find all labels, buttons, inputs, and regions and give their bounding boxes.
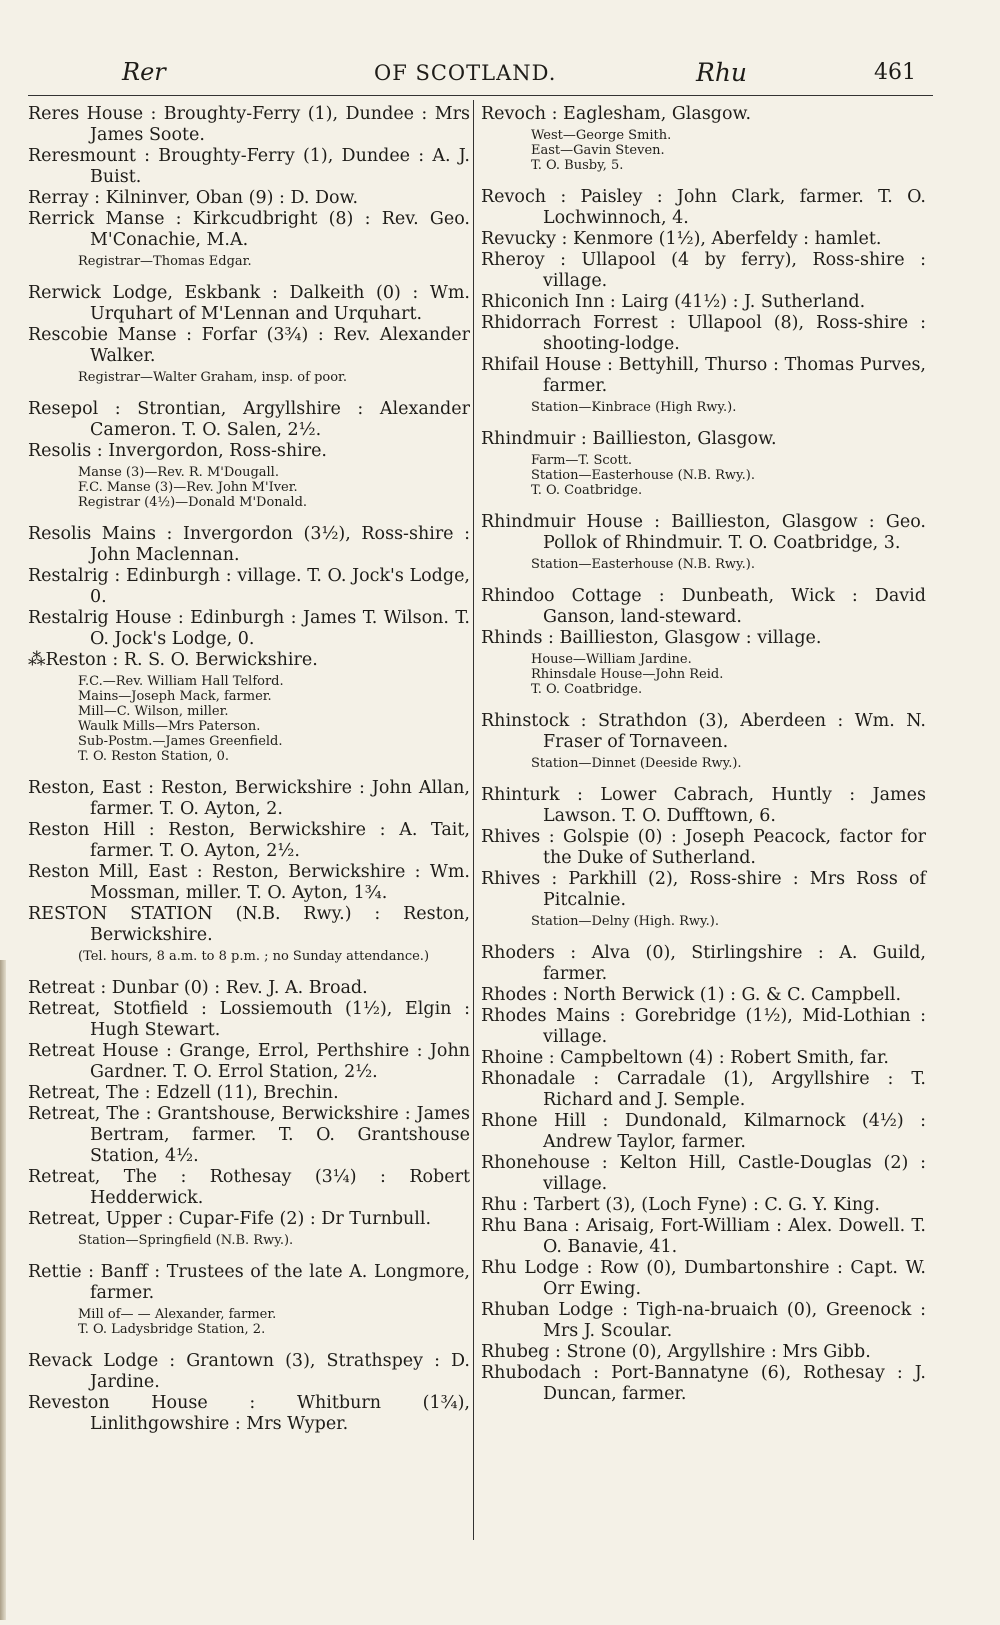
entry-details bbox=[28, 1233, 470, 1248]
directory-entry: Retreat, The : Edzell (11), Brechin. bbox=[28, 1083, 339, 1103]
directory-entry: Revoch : Paisley : John Clark, farmer. T. O. Lochwinnoch, 4. bbox=[481, 187, 926, 228]
entry-details bbox=[481, 756, 926, 771]
directory-entry: Reston, East : Reston, Berwickshire : John Allan, farmer. T. O. Ayton, 2. bbox=[28, 778, 470, 819]
directory-entry: Rhifail House : Bettyhill, Thurso : Thomas Purves, farmer. bbox=[481, 355, 926, 396]
directory-entry: Rhodes : North Berwick (1) : G. & C. Campbell. bbox=[481, 985, 902, 1005]
section-gap bbox=[28, 764, 470, 778]
right-column bbox=[481, 104, 926, 1405]
directory-entry: Rhonadale : Carradale (1), Argyllshire : T. Richard and J. Semple. bbox=[481, 1069, 926, 1110]
directory-entry: Restalrig : Edinburgh : village. T. O. Jock's Lodge, 0. bbox=[28, 566, 470, 607]
directory-entry: Rhoders : Alva (0), Stirlingshire : A. Guild, farmer. bbox=[481, 943, 926, 984]
entry-detail-line: Station—Delny (High. Rwy.). bbox=[531, 914, 719, 929]
left-column bbox=[28, 104, 470, 1435]
directory-entry: Resolis Mains : Invergordon (3½), Ross-shire : John Maclennan. bbox=[28, 524, 470, 565]
entry-detail-line: Farm—T. Scott. bbox=[531, 453, 633, 468]
section-gap bbox=[481, 498, 926, 512]
entry-detail-line: Sub-Postm.—James Greenfield. bbox=[78, 734, 283, 749]
entry-detail-line: F.C.—Rev. William Hall Telford. bbox=[78, 674, 284, 689]
directory-entry: Revoch : Eaglesham, Glasgow. bbox=[481, 104, 752, 124]
directory-entry: Rhuban Lodge : Tigh-na-bruaich (0), Greenock : Mrs J. Scoular. bbox=[481, 1300, 926, 1341]
directory-entry: Reveston House : Whitburn (1¾), Linlithgowshire : Mrs Wyper. bbox=[28, 1393, 470, 1434]
directory-entry: Resolis : Invergordon, Ross-shire. bbox=[28, 441, 327, 461]
directory-entry: Rhu Bana : Arisaig, Fort-William : Alex. Dowell. T. O. Banavie, 41. bbox=[481, 1216, 926, 1257]
directory-entry: Rhoine : Campbeltown (4) : Robert Smith, far. bbox=[481, 1048, 889, 1068]
directory-entry: Rhiconich Inn : Lairg (41½) : J. Sutherland. bbox=[481, 292, 866, 312]
directory-entry: Rescobie Manse : Forfar (3¾) : Rev. Alexander Walker. bbox=[28, 325, 470, 366]
directory-entry: Rhu : Tarbert (3), (Loch Fyne) : C. G. Y. King. bbox=[481, 1195, 880, 1215]
directory-entry: Reston Mill, East : Reston, Berwickshire : Wm. Mossman, miller. T. O. Ayton, 1¾. bbox=[28, 862, 470, 903]
section-gap bbox=[481, 929, 926, 943]
directory-entry: Rerray : Kilninver, Oban (9) : D. Dow. bbox=[28, 188, 359, 208]
directory-entry: Retreat, Stotfield : Lossiemouth (1½), Elgin : Hugh Stewart. bbox=[28, 999, 470, 1040]
directory-entry: Revack Lodge : Grantown (3), Strathspey : D. Jardine. bbox=[28, 1351, 470, 1392]
entry-details bbox=[481, 914, 926, 929]
entry-details bbox=[481, 652, 926, 697]
directory-entry: Restalrig House : Edinburgh : James T. Wilson. T. O. Jock's Lodge, 0. bbox=[28, 608, 470, 649]
page-gutter-shadow bbox=[0, 960, 6, 1620]
directory-entry: Rerrick Manse : Kirkcudbright (8) : Rev. Geo. M'Conachie, M.A. bbox=[28, 209, 470, 250]
directory-entry: Reresmount : Broughty-Ferry (1), Dundee : A. J. Buist. bbox=[28, 146, 470, 187]
entry-detail-line: House—William Jardine. bbox=[531, 652, 692, 667]
directory-entry: Reres House : Broughty-Ferry (1), Dundee : Mrs James Soote. bbox=[28, 104, 470, 145]
entry-detail-line: Station—Springfield (N.B. Rwy.). bbox=[78, 1233, 294, 1248]
section-gap bbox=[28, 1248, 470, 1262]
directory-entry: Retreat, The : Grantshouse, Berwickshire : James Bertram, farmer. T. O. Grantshouse Station, 4½. bbox=[28, 1104, 470, 1166]
directory-entry: ⁂Reston : R. S. O. Berwickshire. bbox=[28, 650, 318, 670]
running-header bbox=[28, 58, 933, 94]
entry-details bbox=[481, 557, 926, 572]
entry-detail-line: Waulk Mills—Mrs Paterson. bbox=[78, 719, 261, 734]
entry-detail-line: Mains—Joseph Mack, farmer. bbox=[78, 689, 272, 704]
section-gap bbox=[28, 1337, 470, 1351]
header-title: OF SCOTLAND. bbox=[374, 61, 557, 85]
entry-detail-line: Station—Easterhouse (N.B. Rwy.). bbox=[531, 557, 756, 572]
column-divider bbox=[473, 100, 474, 1540]
entry-detail-line: Mill of— — Alexander, farmer. bbox=[78, 1307, 277, 1322]
entry-detail-line: Registrar—Thomas Edgar. bbox=[78, 254, 252, 269]
directory-entry: Rhone Hill : Dundonald, Kilmarnock (4½) : Andrew Taylor, farmer. bbox=[481, 1111, 926, 1152]
directory-entry: Rhives : Golspie (0) : Joseph Peacock, factor for the Duke of Sutherland. bbox=[481, 827, 926, 868]
directory-entry: Resepol : Strontian, Argyllshire : Alexander Cameron. T. O. Salen, 2½. bbox=[28, 399, 470, 440]
directory-entry: Rhindmuir : Baillieston, Glasgow. bbox=[481, 429, 777, 449]
directory-entry: Rheroy : Ullapool (4 by ferry), Ross-shire : village. bbox=[481, 250, 926, 291]
directory-entry: Rhinstock : Strathdon (3), Aberdeen : Wm. N. Fraser of Tornaveen. bbox=[481, 711, 926, 752]
section-gap bbox=[28, 269, 470, 283]
directory-entry: Rhubeg : Strone (0), Argyllshire : Mrs Gibb. bbox=[481, 1342, 871, 1362]
entry-detail-line: Rhinsdale House—John Reid. bbox=[531, 667, 724, 682]
directory-entry: Reston Hill : Reston, Berwickshire : A. Tait, farmer. T. O. Ayton, 2½. bbox=[28, 820, 470, 861]
directory-entry: Retreat House : Grange, Errol, Perthshire : John Gardner. T. O. Errol Station, 2½. bbox=[28, 1041, 470, 1082]
entry-detail-line: T. O. Coatbridge. bbox=[531, 483, 643, 498]
entry-details bbox=[28, 674, 470, 764]
entry-detail-line: T. O. Ladysbridge Station, 2. bbox=[78, 1322, 266, 1337]
entry-details bbox=[481, 128, 926, 173]
entry-details bbox=[28, 254, 470, 269]
directory-entry: Rhonehouse : Kelton Hill, Castle-Douglas (2) : village. bbox=[481, 1153, 926, 1194]
entry-detail-line: Registrar (4½)—Donald M'Donald. bbox=[78, 495, 308, 510]
entry-details bbox=[481, 453, 926, 498]
entry-detail-line: Mill—C. Wilson, miller. bbox=[78, 704, 229, 719]
header-first-entry: Rer bbox=[122, 58, 166, 86]
header-rule bbox=[28, 95, 933, 96]
entry-detail-line: Station—Dinnet (Deeside Rwy.). bbox=[531, 756, 742, 771]
page-number: 461 bbox=[874, 60, 916, 85]
directory-entry: Rhu Lodge : Row (0), Dumbartonshire : Capt. W. Orr Ewing. bbox=[481, 1258, 926, 1299]
entry-details bbox=[28, 1307, 470, 1337]
entry-details bbox=[28, 465, 470, 510]
directory-entry: Rhinds : Baillieston, Glasgow : village. bbox=[481, 628, 822, 648]
entry-detail-line: T. O. Reston Station, 0. bbox=[78, 749, 230, 764]
section-gap bbox=[481, 572, 926, 586]
section-gap bbox=[481, 697, 926, 711]
entry-details bbox=[28, 370, 470, 385]
entry-details bbox=[481, 400, 926, 415]
section-gap bbox=[481, 173, 926, 187]
directory-entry: RESTON STATION (N.B. Rwy.) : Reston, Berwickshire. bbox=[28, 904, 470, 945]
directory-entry: Rerwick Lodge, Eskbank : Dalkeith (0) : Wm. Urquhart of M'Lennan and Urquhart. bbox=[28, 283, 470, 324]
section-gap bbox=[28, 964, 470, 978]
entry-detail-line: Station—Kinbrace (High Rwy.). bbox=[531, 400, 737, 415]
section-gap bbox=[28, 510, 470, 524]
directory-entry: Rhives : Parkhill (2), Ross-shire : Mrs Ross of Pitcalnie. bbox=[481, 869, 926, 910]
directory-entry: Rhinturk : Lower Cabrach, Huntly : James Lawson. T. O. Dufftown, 6. bbox=[481, 785, 926, 826]
entry-detail-line: Station—Easterhouse (N.B. Rwy.). bbox=[531, 468, 756, 483]
directory-entry: Rhubodach : Port-Bannatyne (6), Rothesay : J. Duncan, farmer. bbox=[481, 1363, 926, 1404]
directory-entry: Rhindmuir House : Baillieston, Glasgow : Geo. Pollok of Rhindmuir. T. O. Coatbridge, 3. bbox=[481, 512, 926, 553]
entry-detail-line: Manse (3)—Rev. R. M'Dougall. bbox=[78, 465, 279, 480]
entry-details bbox=[28, 949, 470, 964]
entry-detail-line: East—Gavin Steven. bbox=[531, 143, 665, 158]
directory-entry: Rhodes Mains : Gorebridge (1½), Mid-Lothian : village. bbox=[481, 1006, 926, 1047]
directory-entry: Retreat, Upper : Cupar-Fife (2) : Dr Turnbull. bbox=[28, 1209, 432, 1229]
entry-detail-line: T. O. Coatbridge. bbox=[531, 682, 643, 697]
directory-entry: Retreat, The : Rothesay (3¼) : Robert Hedderwick. bbox=[28, 1167, 470, 1208]
entry-detail-line: West—George Smith. bbox=[531, 128, 672, 143]
directory-entry: Revucky : Kenmore (1½), Aberfeldy : hamlet. bbox=[481, 229, 882, 249]
section-gap bbox=[481, 415, 926, 429]
directory-entry: Retreat : Dunbar (0) : Rev. J. A. Broad. bbox=[28, 978, 368, 998]
entry-detail-line: Registrar—Walter Graham, insp. of poor. bbox=[78, 370, 347, 385]
entry-detail-line: F.C. Manse (3)—Rev. John M'Iver. bbox=[78, 480, 298, 495]
section-gap bbox=[28, 385, 470, 399]
header-last-entry: Rhu bbox=[696, 58, 748, 87]
entry-detail-line: T. O. Busby, 5. bbox=[531, 158, 624, 173]
section-gap bbox=[481, 771, 926, 785]
directory-entry: Rhindoo Cottage : Dunbeath, Wick : David Ganson, land-steward. bbox=[481, 586, 926, 627]
entry-detail-line: (Tel. hours, 8 a.m. to 8 p.m. ; no Sunday attendance.) bbox=[78, 949, 430, 964]
directory-entry: Rhidorrach Forrest : Ullapool (8), Ross-shire : shooting-lodge. bbox=[481, 313, 926, 354]
directory-entry: Rettie : Banff : Trustees of the late A. Longmore, farmer. bbox=[28, 1262, 470, 1303]
